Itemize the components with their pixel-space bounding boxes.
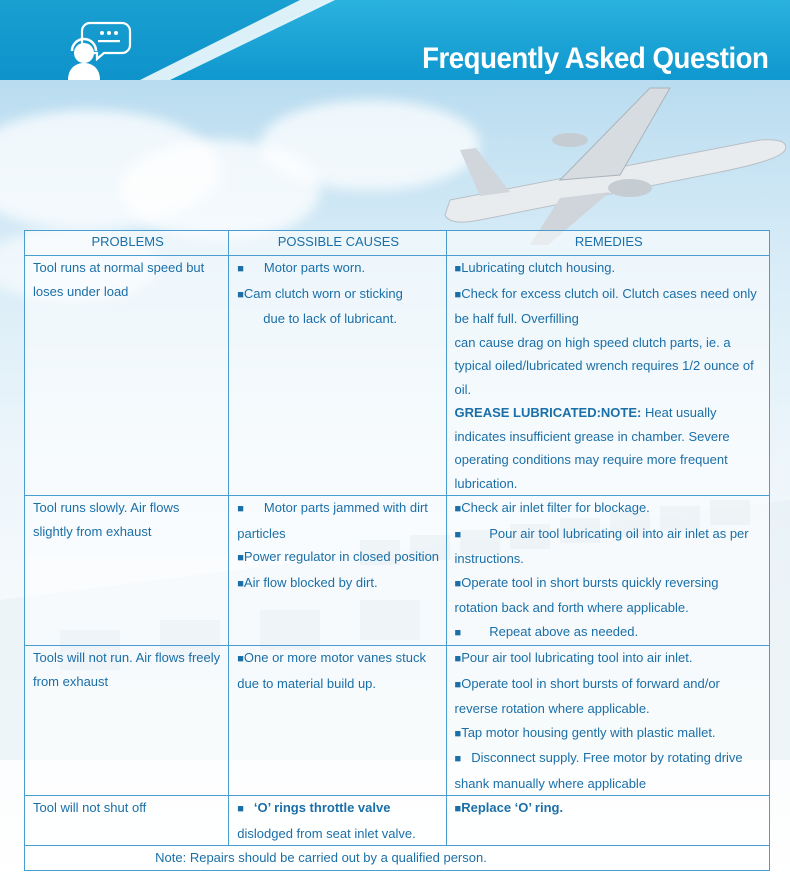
remedy-item: ■ Repeat above as needed.	[454, 623, 639, 639]
remedy-item: ■Tap motor housing gently with plastic mallet.	[454, 724, 716, 740]
cause-item: ■Air flow blocked by dirt.	[237, 574, 378, 590]
cause-item: ■ ‘O’ rings throttle valve	[237, 800, 391, 815]
cause-item: ■Cam clutch worn or sticking	[237, 285, 403, 301]
causes-cell	[229, 646, 446, 796]
problem-cell: Tool will not shut off	[25, 796, 229, 846]
remedy-item: ■ Disconnect supply. Free motor by rotating drive shank manually where applicable	[454, 750, 743, 791]
table-row	[25, 256, 770, 496]
problem-cell: Tools will not run. Air flows freely from exhaust	[25, 646, 229, 796]
remedy-item: ■Check for excess clutch oil. Clutch cases need only be half full. Overfilling	[454, 285, 757, 326]
faq-table	[24, 230, 770, 871]
table-note-row	[25, 846, 770, 871]
cause-item: ■Power regulator in closed position	[237, 549, 440, 564]
causes-cell	[229, 496, 446, 646]
remedies-cell	[446, 256, 769, 496]
column-header-causes: POSSIBLE CAUSES	[229, 231, 446, 256]
remedy-item: ■Check air inlet filter for blockage.	[454, 500, 650, 515]
remedy-item: ■Operate tool in short bursts of forward and/or reverse rotation where applicable.	[454, 675, 720, 716]
page-title: Frequently Asked Question	[421, 42, 768, 75]
repair-note: Note: Repairs should be carried out by a qualified person.	[25, 846, 770, 871]
note-label: GREASE LUBRICATED:NOTE:	[454, 405, 642, 420]
header-banner	[0, 0, 790, 80]
table-row	[25, 646, 770, 796]
cause-item: ■One or more motor vanes stuck due to material build up.	[237, 650, 426, 691]
causes-cell	[229, 796, 446, 846]
remedy-item: ■Lubricating clutch housing.	[454, 260, 616, 275]
table-row	[25, 796, 770, 846]
cause-item: dislodged from seat inlet valve.	[237, 825, 416, 841]
problem-cell: Tool runs at normal speed but loses under load	[25, 256, 229, 496]
airplane-illustration	[420, 80, 790, 250]
remedy-item: can cause drag on high speed clutch parts, ie. a typical oiled/lubricated wrench requires 1/2 ounce of oil.	[454, 334, 754, 397]
support-agent-icon	[64, 20, 134, 80]
cause-item: ■ Motor parts jammed with dirt particles	[237, 500, 428, 541]
problem-cell: Tool runs slowly. Air flows slightly from exhaust	[25, 496, 229, 646]
column-header-remedies: REMEDIES	[446, 231, 769, 256]
table-row	[25, 496, 770, 646]
remedy-item: ■Replace ‘O’ ring.	[454, 800, 564, 815]
remedy-item: ■ Pour air tool lubricating oil into air inlet as per instructions.	[454, 525, 749, 566]
table-header-row	[25, 231, 770, 256]
remedy-item: ■Operate tool in short bursts quickly reversing rotation back and forth where applicable.	[454, 574, 719, 615]
cause-item: due to lack of lubricant.	[263, 311, 397, 326]
remedies-cell	[446, 496, 769, 646]
column-header-problems: PROBLEMS	[25, 231, 229, 256]
cause-item: ■ Motor parts worn.	[237, 260, 366, 275]
remedy-item: ■Pour air tool lubricating tool into air inlet.	[454, 650, 693, 665]
remedies-cell	[446, 796, 769, 846]
causes-cell	[229, 256, 446, 496]
remedy-note: GREASE LUBRICATED:NOTE: Heat usually indicates insufficient grease in chamber. Severe operating conditions may require more frequent lubrication.	[454, 405, 730, 491]
remedies-cell	[446, 646, 769, 796]
